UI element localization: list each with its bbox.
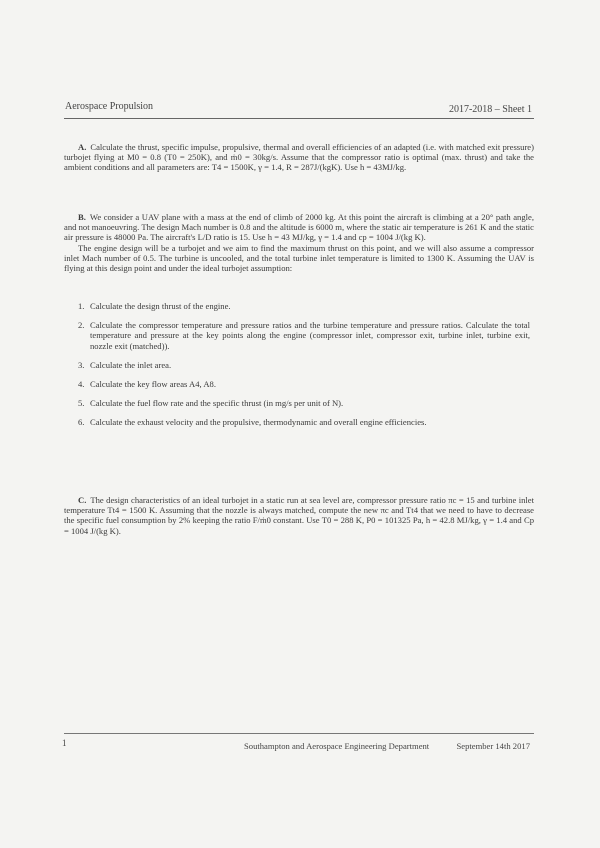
problem-b-text-2: The engine design will be a turbojet and we aim to find the maximum thrust on this point, and we will also assume a compressor inlet Mach number of 0.5. The turbine is uncooled, and the total turbine inlet temperature is limited to 1300 K. Assuming the UAV is flying at this design point and under the ideal turbojet assumption: [64, 242, 534, 274]
problem-c-label: C. [78, 495, 87, 505]
task-text: Calculate the exhaust velocity and the propulsive, thermodynamic and overall engine efficiencies. [90, 417, 427, 428]
footer-department: Southampton and Aerospace Engineering Department [244, 741, 430, 751]
task-number: 5. [78, 398, 85, 409]
task-item [78, 398, 530, 408]
task-item [78, 301, 530, 311]
problem-b-task-list [78, 301, 530, 437]
task-item [78, 360, 530, 370]
task-number: 4. [78, 379, 85, 390]
task-text: Calculate the key flow areas A4, A8. [90, 379, 217, 390]
task-item [78, 379, 530, 389]
header-sheet-label: 2017-2018 – Sheet 1 [448, 104, 532, 115]
footer-divider [64, 733, 534, 734]
task-number: 6. [78, 417, 85, 428]
task-number: 1. [78, 301, 85, 311]
task-text: Calculate the fuel flow rate and the specific thrust (in mg/s per unit of N). [90, 398, 344, 409]
header-divider [64, 118, 534, 119]
task-number: 2. [78, 320, 85, 331]
task-text: Calculate the compressor temperature and pressure ratios and the turbine temperature and pressure ratios. Calculate the total temperature and pressure at the key points along the engine (compressor inlet, compressor exit, turbine inlet, turbine exit, nozzle exit (matched)). [90, 320, 530, 351]
task-text: Calculate the design thrust of the engine. [90, 301, 231, 311]
problem-b [64, 212, 534, 273]
task-item [78, 417, 530, 427]
footer-date: September 14th 2017 [456, 741, 530, 751]
problem-a-text: Calculate the thrust, specific impulse, propulsive, thermal and overall efficiencies of an adapted (i.e. with matched exit pressure) turbojet flying at M0 = 0.8 (T0 = 250K), and ṁ0 = 30kg/s. Assume that the compressor ratio is optimal (max. thrust) and take the ambient conditions and all parameters are: T4 = 1500K, γ = 1.4, R = 287J/(kgK). Use h = 43MJ/kg. [64, 142, 534, 173]
problem-c-text: The design characteristics of an ideal turbojet in a static run at sea level are, compressor pressure ratio πc = 15 and turbine inlet temperature Tt4 = 1500 K. Assuming that the nozzle is always matched, compute the new πc and Tt4 that we need to have to decrease the specific fuel consumption by 2% keeping the ratio F/ṁ0 constant. Use T0 = 288 K, P0 = 101325 Pa, h = 42.8 MJ/kg, γ = 1.4 and Cp = 1004 J/(kg K). [64, 495, 534, 536]
task-number: 3. [78, 359, 85, 370]
problem-b-label: B. [78, 212, 86, 222]
header-course-title: Aerospace Propulsion [65, 101, 154, 112]
task-text: Calculate the inlet area. [90, 359, 172, 370]
page-number: 1 [62, 738, 67, 748]
problem-c [64, 495, 534, 536]
task-item [78, 320, 530, 351]
problem-b-text-1: We consider a UAV plane with a mass at the end of climb of 2000 kg. At this point the aircraft is climbing at a 20° path angle, and not manoeuvring. The design Mach number is 0.8 and the altitude is 6000 m, where the static air temperature is 261 K and the static air pressure is 48000 Pa. The aircraft's L/D ratio is 15. Use h = 43 MJ/kg, γ = 1.4 and cp = 1004 J/(kg K). [64, 212, 534, 243]
problem-a [64, 142, 534, 173]
problem-a-label: A. [78, 142, 87, 152]
